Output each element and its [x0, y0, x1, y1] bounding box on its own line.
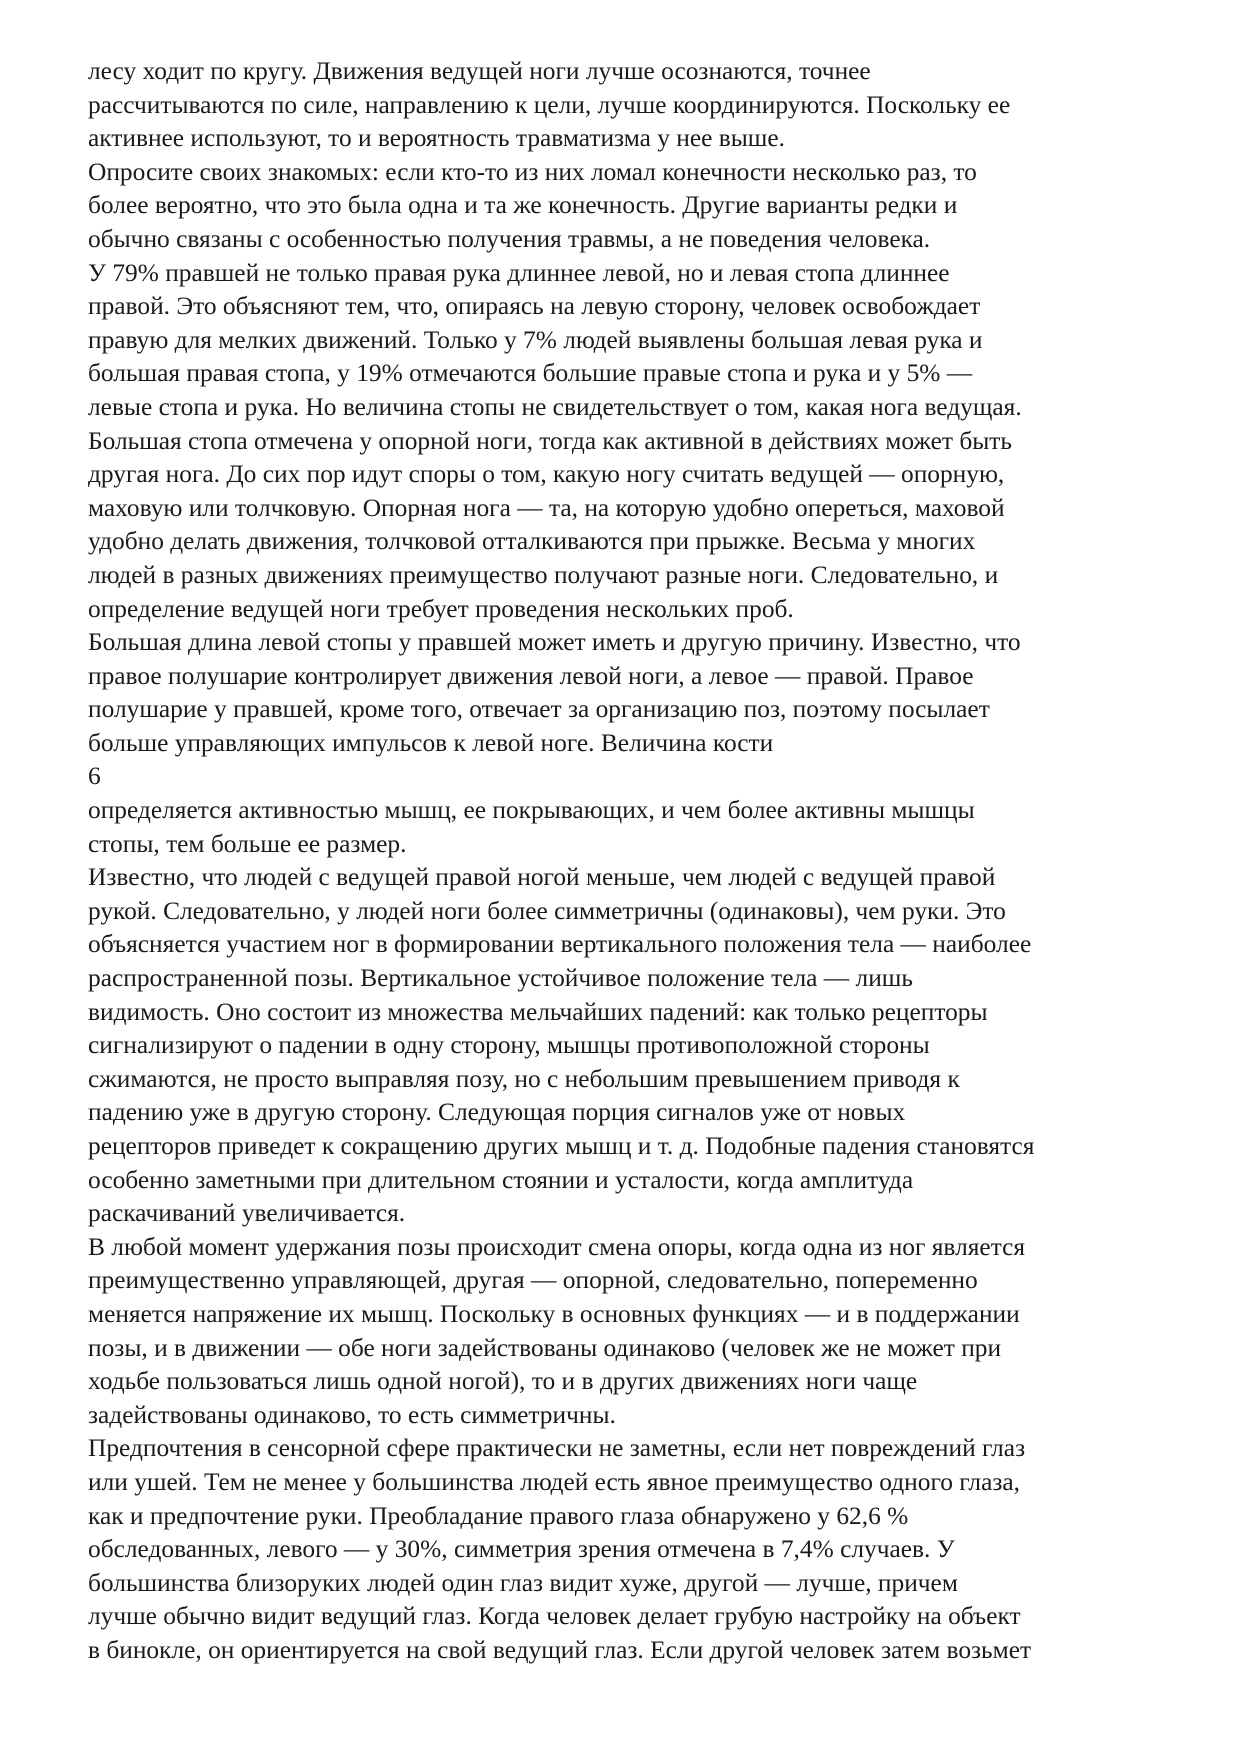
text-line: или ушей. Тем не менее у большинства людей есть явное преимущество одного глаза,	[88, 1467, 1021, 1496]
text-line: рецепторов приведет к сокращению других мышц и т. д. Подобные падения становятся	[88, 1132, 1035, 1160]
text-line: задействованы одинаково, то есть симметричны.	[88, 1400, 616, 1429]
text-line: стопы, тем больше ее размер.	[88, 829, 407, 858]
text-line: распространенной позы. Вертикальное устойчивое положение тела — лишь	[88, 964, 913, 993]
text-line: правое полушарие контролирует движения левой ноги, а левое — правой. Правое	[88, 661, 974, 690]
text-line: активнее используют, то и вероятность травматизма у нее выше.	[88, 124, 785, 153]
text-line: видимость. Оно состоит из множества мельчайших падений: как только рецепторы	[88, 997, 988, 1026]
text-line: рукой. Следовательно, у людей ноги более симметричны (одинаковы), чем руки. Это	[88, 896, 1006, 925]
text-line: преимущественно управляющей, другая — опорной, следовательно, попеременно	[88, 1266, 978, 1295]
text-line: обследованных, левого — у 30%, симметрия зрения отмечена в 7,4% случаев. У	[88, 1535, 955, 1564]
text-line: падению уже в другую сторону. Следующая порция сигналов уже от новых	[88, 1098, 906, 1127]
text-line: рассчитываются по силе, направлению к цели, лучше координируются. Поскольку ее	[88, 90, 1011, 119]
text-line: Большая стопа отмечена у опорной ноги, тогда как активной в действиях может быть	[88, 426, 1012, 455]
text-line: лучше обычно видит ведущий глаз. Когда человек делает грубую настройку на объект	[88, 1602, 1021, 1631]
text-line: определяется активностью мышц, ее покрывающих, и чем более активны мышцы	[88, 796, 975, 825]
text-line: В любой момент удержания позы происходит смена опоры, когда одна из ног является	[88, 1232, 1026, 1261]
text-line: людей в разных движениях преимущество получают разные ноги. Следовательно, и	[88, 560, 999, 589]
text-line: лесу ходит по кругу. Движения ведущей ноги лучше осознаются, точнее	[88, 57, 871, 85]
text-line: как и предпочтение руки. Преобладание правого глаза обнаружено у 62,6 %	[88, 1501, 909, 1530]
text-line: удобно делать движения, толчковой отталкиваются при прыжке. Весьма у многих	[88, 527, 976, 556]
text-line: особенно заметными при длительном стоянии и усталости, когда амплитуда	[88, 1165, 914, 1194]
text-line: большая правая стопа, у 19% отмечаются большие правые стопа и рука и у 5% —	[88, 359, 973, 388]
document-page	[88, 55, 1198, 1701]
text-line: позы, и в движении — обе ноги задействованы одинаково (человек же не может при	[88, 1333, 1002, 1362]
text-line: ходьбе пользоваться лишь одной ногой), то и в других движениях ноги чаще	[88, 1367, 918, 1396]
text-line: правую для мелких движений. Только у 7% людей выявлены большая левая рука и	[88, 325, 983, 354]
text-line: левые стопа и рука. Но величина стопы не свидетельствует о том, какая нога ведущая.	[88, 392, 1022, 421]
page-number: 6	[88, 762, 101, 791]
text-line: У 79% правшей не только правая рука длиннее левой, но и левая стопа длиннее	[88, 258, 950, 287]
text-line: другая нога. До сих пор идут споры о том, какую ногу считать ведущей — опорную,	[88, 460, 1005, 489]
text-line: объясняется участием ног в формировании вертикального положения тела — наиболее	[88, 930, 1032, 959]
text-line: Опросите своих знакомых: если кто-то из них ломал конечности несколько раз, то	[88, 157, 977, 186]
text-line: сигнализируют о падении в одну сторону, мышцы противоположной стороны	[88, 1031, 930, 1060]
text-line: Большая длина левой стопы у правшей может иметь и другую причину. Известно, что	[88, 628, 1021, 657]
text-line: обычно связаны с особенностью получения травмы, а не поведения человека.	[88, 224, 931, 253]
text-line: меняется напряжение их мышц. Поскольку в основных функциях — и в поддержании	[88, 1299, 1020, 1328]
text-line: определение ведущей ноги требует проведения нескольких проб.	[88, 594, 794, 623]
text-line: Известно, что людей с ведущей правой ногой меньше, чем людей с ведущей правой	[88, 863, 996, 892]
text-line: раскачиваний увеличивается.	[88, 1199, 406, 1228]
text-line: полушарие у правшей, кроме того, отвечает за организацию поз, поэтому посылает	[88, 695, 990, 724]
text-line: правой. Это объясняют тем, что, опираясь на левую сторону, человек освобождает	[88, 292, 981, 321]
text-line	[88, 1668, 1198, 1702]
text-line: больше управляющих импульсов к левой ноге. Величина кости	[88, 728, 774, 757]
text-line: маховую или толчковую. Опорная нога — та, на которую удобно опереться, маховой	[88, 493, 1005, 522]
text-line: более вероятно, что это была одна и та же конечность. Другие варианты редки и	[88, 191, 958, 220]
text-line: сжимаются, не просто выправляя позу, но с небольшим превышением приводя к	[88, 1064, 960, 1093]
text-line: в бинокле, он ориентируется на свой ведущий глаз. Если другой человек затем возьмет	[88, 1635, 1032, 1664]
text-line: большинства близоруких людей один глаз видит хуже, другой — лучше, причем	[88, 1568, 958, 1597]
text-line: Предпочтения в сенсорной сфере практически не заметны, если нет повреждений глаз	[88, 1434, 1026, 1463]
